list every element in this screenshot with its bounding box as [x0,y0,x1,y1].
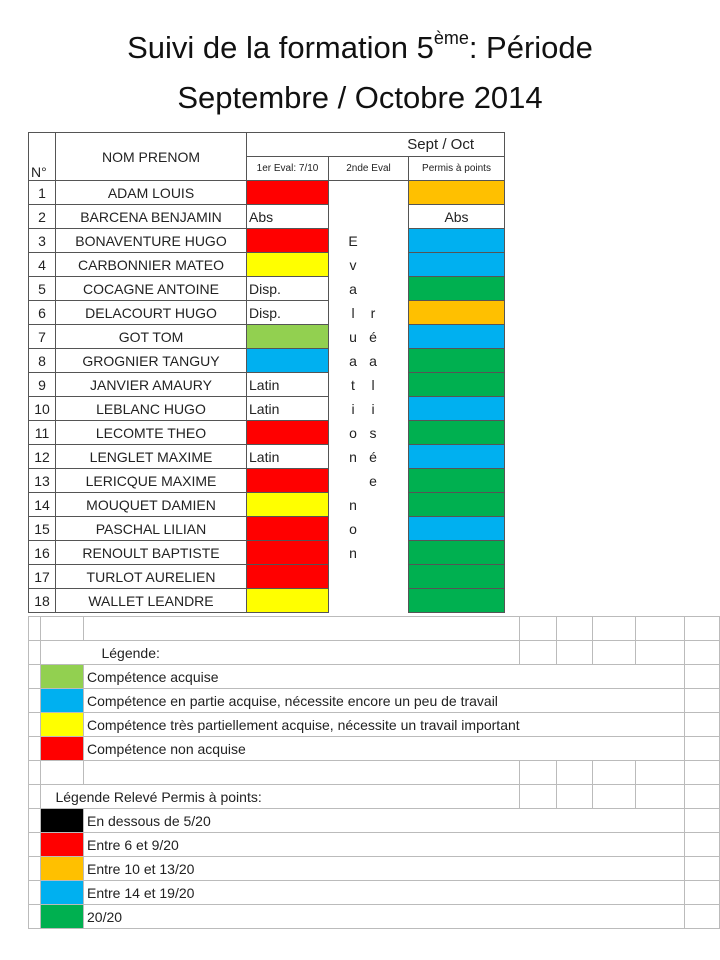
vertical-letter: u [349,328,357,345]
vertical-letter: E [348,232,358,249]
legend-item [29,665,720,689]
student-name: LENGLET MAXIME [56,445,247,469]
table-row [29,565,505,589]
row-number: 12 [29,445,56,469]
table-row [29,493,505,517]
table-row [29,277,505,301]
legend-item [29,905,720,929]
table-row [29,589,505,613]
table-row [29,541,505,565]
permis-cell [409,325,505,349]
row-number: 14 [29,493,56,517]
legend-swatch [41,881,84,905]
legend-swatch [41,689,84,713]
legend-swatch [41,809,84,833]
row-number: 5 [29,277,56,301]
eval1-cell [247,349,329,373]
row-number: 2 [29,205,56,229]
vertical-letter: l [351,304,355,321]
student-name: BONAVENTURE HUGO [56,229,247,253]
table-row [29,229,505,253]
legend-title: Légende: [41,641,520,665]
permis-cell [409,517,505,541]
table-row [29,301,505,325]
eval2-cell [329,229,409,253]
legend-item [29,809,720,833]
legend-label: En dessous de 5/20 [84,809,520,833]
permis-cell [409,469,505,493]
students-table [28,132,505,613]
table-row [29,349,505,373]
title-superscript: ème [433,27,469,48]
legend-label: Compétence très partiellement acquise, nécessite un travail important [84,713,520,737]
student-name: PASCHAL LILIAN [56,517,247,541]
table-row [29,445,505,469]
student-name: WALLET LEANDRE [56,589,247,613]
vertical-letter: i [351,400,355,417]
eval1-cell: Latin [247,397,329,421]
vertical-letter: o [349,424,357,441]
legend-label: Compétence non acquise [84,737,520,761]
eval1-cell: Abs [247,205,329,229]
table-row [29,517,505,541]
legend-label: 20/20 [84,905,520,929]
permis-cell: Abs [409,205,505,229]
permis-cell [409,181,505,205]
eval2-cell [329,421,409,445]
student-name: GROGNIER TANGUY [56,349,247,373]
header-eval1: 1er Eval: 7/10 [247,157,329,181]
table-row [29,373,505,397]
legend-label: Compétence acquise [84,665,520,689]
student-name: LECOMTE THEO [56,421,247,445]
title-text: Suivi de la formation 5 [127,30,434,65]
eval1-cell [247,469,329,493]
eval2-cell [329,301,409,325]
row-number: 16 [29,541,56,565]
student-name: CARBONNIER MATEO [56,253,247,277]
eval1-cell: Disp. [247,277,329,301]
table-row [29,469,505,493]
eval1-cell: Latin [247,373,329,397]
legend-title-row [29,641,720,665]
eval1-cell [247,541,329,565]
eval1-cell: Latin [247,445,329,469]
eval1-cell [247,253,329,277]
permis-cell [409,373,505,397]
eval1-cell [247,325,329,349]
legend-item [29,713,720,737]
eval2-cell [329,181,409,205]
vertical-letter: e [369,472,377,489]
student-name: GOT TOM [56,325,247,349]
legend-item [29,737,720,761]
vertical-letter: n [349,496,357,513]
legend-title: Légende Relevé Permis à points: [41,785,520,809]
empty-row [29,761,720,785]
row-number: 7 [29,325,56,349]
vertical-letter: s [369,424,377,441]
permis-cell [409,277,505,301]
legend-item [29,881,720,905]
vertical-letter: n [349,544,357,561]
vertical-letter: o [349,520,357,537]
row-number: 13 [29,469,56,493]
student-name: LEBLANC HUGO [56,397,247,421]
vertical-letter: a [369,352,377,369]
permis-cell [409,493,505,517]
legend-swatch [41,833,84,857]
eval2-cell [329,373,409,397]
vertical-letter: n [349,448,357,465]
legend-item [29,857,720,881]
permis-cell [409,421,505,445]
permis-cell [409,589,505,613]
vertical-letter: é [369,328,377,345]
header-name: NOM PRENOM [56,133,247,181]
page-subtitle: Septembre / Octobre 2014 [177,80,543,115]
student-name: BARCENA BENJAMIN [56,205,247,229]
eval2-cell [329,469,409,493]
vertical-letter: i [371,400,375,417]
page-title [0,27,720,66]
legend-title-row [29,785,720,809]
eval1-cell [247,493,329,517]
legend-swatch [41,737,84,761]
row-number: 8 [29,349,56,373]
student-name: COCAGNE ANTOINE [56,277,247,301]
student-name: RENOULT BAPTISTE [56,541,247,565]
student-name: MOUQUET DAMIEN [56,493,247,517]
eval2-cell [329,589,409,613]
permis-cell [409,445,505,469]
permis-cell [409,541,505,565]
student-name: TURLOT AURELIEN [56,565,247,589]
student-name: LERICQUE MAXIME [56,469,247,493]
table-row [29,397,505,421]
eval2-cell [329,277,409,301]
legend-item [29,833,720,857]
permis-cell [409,565,505,589]
vertical-letter: a [349,280,357,297]
row-number: 1 [29,181,56,205]
legend-label: Entre 10 et 13/20 [84,857,520,881]
student-name: DELACOURT HUGO [56,301,247,325]
header-permis: Permis à points [409,157,505,181]
title-text-end: : Période [468,30,593,65]
row-number: 18 [29,589,56,613]
eval2-cell [329,541,409,565]
eval1-cell: Disp. [247,301,329,325]
vertical-letter: a [349,352,357,369]
eval1-cell [247,181,329,205]
eval2-cell [329,517,409,541]
eval1-cell [247,421,329,445]
table-row [29,181,505,205]
vertical-letter: r [370,304,376,321]
legend-item [29,689,720,713]
vertical-letter: t [351,376,355,393]
table-row [29,325,505,349]
vertical-letter: é [369,448,377,465]
eval2-cell [329,325,409,349]
header-eval2: 2nde Eval [329,157,409,181]
eval1-cell [247,517,329,541]
eval2-cell [329,397,409,421]
eval2-cell [329,253,409,277]
legend-swatch [41,665,84,689]
eval2-cell [329,205,409,229]
empty-row [29,617,720,641]
eval2-cell [329,493,409,517]
eval1-cell [247,589,329,613]
permis-cell [409,253,505,277]
row-number: 10 [29,397,56,421]
table-row [29,205,505,229]
legend-swatch [41,713,84,737]
legend-table [28,616,720,929]
student-name: ADAM LOUIS [56,181,247,205]
row-number: 3 [29,229,56,253]
eval1-cell [247,229,329,253]
row-number: 4 [29,253,56,277]
eval2-cell [329,445,409,469]
table-row [29,253,505,277]
eval2-cell [329,565,409,589]
student-name: JANVIER AMAURY [56,373,247,397]
permis-cell [409,349,505,373]
eval1-cell [247,565,329,589]
row-number: 6 [29,301,56,325]
vertical-letter: l [371,376,375,393]
row-number: 17 [29,565,56,589]
permis-cell [409,301,505,325]
legend-label: Entre 14 et 19/20 [84,881,520,905]
permis-cell [409,397,505,421]
header-num: N° [29,133,56,181]
row-number: 9 [29,373,56,397]
vertical-letter: v [349,256,357,273]
table-row [29,421,505,445]
legend-label: Compétence en partie acquise, nécessite encore un peu de travail [84,689,520,713]
legend-swatch [41,905,84,929]
legend-swatch [41,857,84,881]
row-number: 15 [29,517,56,541]
legend-label: Entre 6 et 9/20 [84,833,520,857]
eval2-cell [329,349,409,373]
row-number: 11 [29,421,56,445]
permis-cell [409,229,505,253]
header-period: Sept / Oct [247,133,505,157]
